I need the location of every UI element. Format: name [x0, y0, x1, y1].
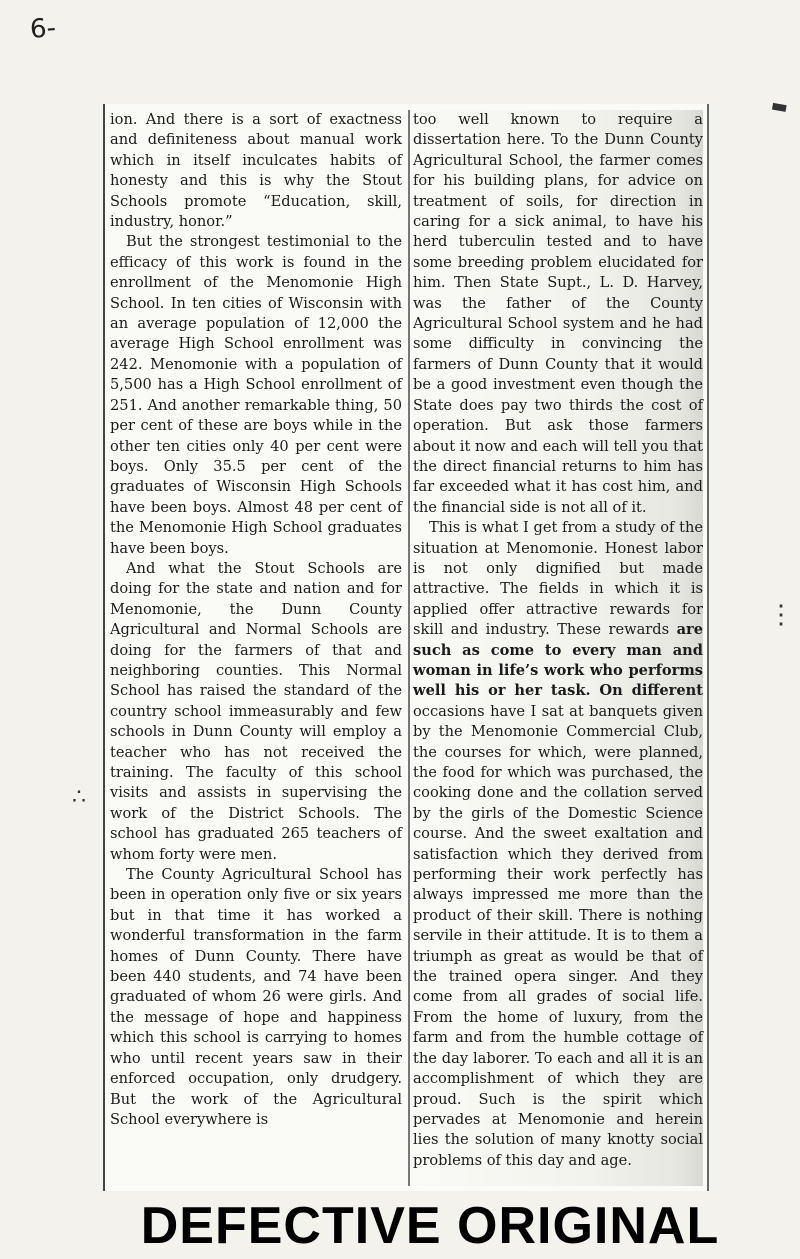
right-column — [408, 110, 703, 1186]
ink-smudge-icon: ∴ — [72, 785, 86, 810]
paragraph: But the strongest testimonial to the efficacy of this work is found in the enrollment of the Menomonie High School. In ten cities of Wisconsin with an average population of 12,000 the average High School enrollment was 242. Menomonie with a population of 5,500 has a High School enrollment of 251. And another remarkable thing, 50 per cent of these are boys while in the other ten cities only 40 per cent were boys. Only 35.5 per cent of the graduates of Wisconsin High Schools have been boys. Almost 48 per cent of the Menomonie High School graduates have been boys. — [110, 233, 402, 557]
bold-text: are such as come to every man and woman in life’s work who performs well his or her task. On different — [413, 621, 703, 700]
defective-original-stamp: DEFECTIVE ORIGINAL — [140, 1197, 720, 1255]
ink-smudge-icon: ⋮ — [768, 600, 794, 630]
ink-smudge-icon: ▬ — [769, 94, 790, 119]
paragraph: And what the Stout Schools are doing for the state and nation and for Menomonie, the Dunn County Agricultural and Normal Schools are doing for the farmers of that and neighboring counties. This Normal School has raised the standard of the country school immeasurably and few schools in Dunn County will employ a teacher who has not received the training. The faculty of this school visits and assists in supervising the work of the District Schools. The school has graduated 265 teachers of whom forty were men. — [110, 559, 402, 863]
paragraph-text: occasions have I sat at banquets given by the Menomonie Commercial Club, the courses for which, were planned, the food for which was purchased, the cooking done and the collation served by the girls of the Domestic Science course. And the sweet exaltation and satisfaction which they derived from performing their work perfectly has always impressed me more than the product of their skill. There is nothing servile in their attitude. It is to them a triumph as great as would be that of the trained opera singer. And they come from all grades of social life. From the home of luxury, from the farm and from the humble cottage of the day laborer. To each and all it is an accomplishment of which they are proud. Such is the spirit which pervades at Menomonie and herein lies the solution of many knotty social problems of this day and age. — [413, 702, 703, 1169]
paragraph-text: This is what I get from a study of the situation at Menomonie. Honest labor is not only dignified but made attractive. The fields in which it is applied offer attractive rewards for skill and industry. These rewards — [413, 519, 703, 639]
paragraph: ion. And there is a sort of exactness and definiteness about manual work which in itself inculcates habits of honesty and this is why the Stout Schools promote “Education, skill, industry, honor.” — [110, 111, 402, 231]
newspaper-clipping — [103, 104, 709, 1191]
page-number: 6- — [28, 13, 57, 45]
left-column — [110, 110, 402, 1130]
paragraph: too well known to require a dissertation here. To the Dunn County Agricultural School, the farmer comes for his building plans, for advice on treatment of soils, for direction in caring for a sick animal, to have his herd tuberculin tested and to have some breeding problem elucidated for him. Then State Supt., L. D. Harvey, was the father of the County Agricultural School system and he had some difficulty in convincing the farmers of Dunn County that it would be a good investment even though the State does pay two thirds the cost of operation. But ask those farmers about it now and each will tell you that the direct financial returns to him has far exceeded what it has cost him, and the financial side is not all of it. — [413, 111, 703, 516]
paragraph: The County Agricultural School has been in operation only five or six years but in that time it has worked a wonderful transformation in the farm homes of Dunn County. There have been 440 students, and 74 have been graduated of whom 26 were girls. And the message of hope and happiness which this school is carrying to homes who until recent years saw in their enforced occupation, only drudgery. But the work of the Agricultural School everywhere is — [110, 866, 402, 1128]
paragraph — [413, 518, 703, 1171]
